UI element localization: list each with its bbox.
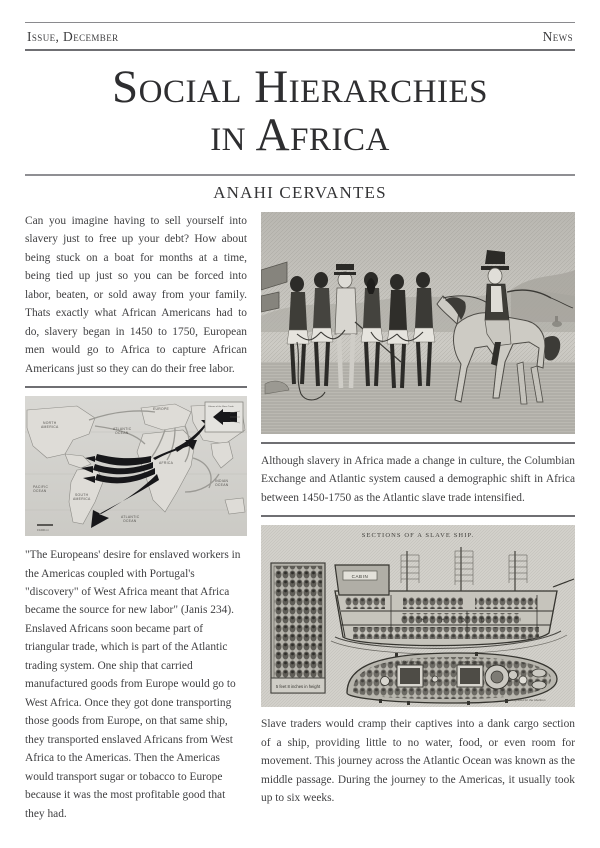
headline-line-1: Social Hierarchies — [112, 61, 488, 113]
svg-text:H: H — [421, 618, 425, 625]
map-label-north-america-2: AMERICA — [41, 425, 59, 430]
map-label-atlantic: ATLANTIC — [113, 427, 132, 432]
ship-cabin-label: CABIN — [351, 574, 369, 580]
map-label-indian: INDIAN — [215, 479, 229, 484]
paragraph-triangular-trade: "The Europeans' desire for enslaved workers in the Americas coupled with Portugal's "discovery" of West Africa meant that Africa became the source for new labor" (Janis 234). Enslaved Africans soon became part of triangular trade, which is part of the Atlantic trading system. One ship that carried manufactured goods from Europe would go to West Africa. Once they got done transporting those goods from Europe, on that same ship, they transported enslaved Africans from West Africa to the Americas. Then the Americas would transport sugar or tobacco to Europe because it was the most profitable good that they had. — [25, 549, 241, 820]
map-label-atlantic-2: OCEAN — [115, 431, 129, 436]
right-divider-2 — [261, 515, 575, 517]
byline-rule — [25, 174, 575, 176]
masthead-rule — [25, 49, 575, 51]
right-divider-1 — [261, 442, 575, 444]
page-title — [25, 63, 575, 160]
figure-slave-coffle — [261, 212, 575, 434]
map-label-south-atlantic: ATLANTIC — [121, 515, 140, 520]
map-label-europe: EUROPE — [153, 407, 170, 412]
map-label-south-atlantic-2: OCEAN — [123, 519, 137, 524]
svg-text:D: D — [461, 618, 465, 625]
map-label-indian-2: OCEAN — [215, 483, 229, 488]
caption-coffle: Although slavery in Africa made a change in culture, the Columbian Exchange and Atlantic system caused a demographic shift in Africa between 1450-1750 as the Atlantic slave trade intensified. — [261, 454, 575, 504]
map-label-pacific-2: OCEAN — [33, 489, 47, 494]
svg-text:Volume of the Slave Trade: Volume of the Slave Trade — [208, 406, 234, 409]
right-column — [261, 212, 575, 823]
map-legend-inset — [205, 402, 243, 432]
byline: ANAHI CERVANTES — [213, 182, 387, 202]
map-label-south-america: SOUTH — [75, 493, 89, 498]
article-body — [25, 212, 575, 823]
ship-half-deck-label: Half Deck — [401, 659, 419, 665]
masthead — [25, 23, 575, 49]
masthead-issue: Issue, December — [27, 29, 119, 44]
headline-line-2: in Africa — [210, 109, 390, 162]
ship-height-note: 5 feet 8 inches in height — [275, 684, 321, 690]
caption-slave-ship: Slave traders would cramp their captives into a dank cargo section of a ship, providing little to no water, food, or even room for movement. This journey across the Atlantic Ocean was known as the middle passage. During the journey to the Americas, it usually took up to six weeks. — [261, 718, 575, 805]
ship-cross-section-panel — [271, 563, 325, 693]
svg-text:D: D — [481, 618, 485, 625]
figure-slave-ship-sections — [261, 525, 575, 707]
map-label-pacific: PACIFIC — [33, 485, 49, 490]
ship-engraver-credit: Engraved for the Abolition — [511, 698, 546, 703]
svg-text:0 1000 mi: 0 1000 mi — [37, 529, 49, 533]
map-label-north-america: NORTH — [43, 421, 57, 426]
masthead-section: News — [542, 29, 573, 44]
svg-text:H: H — [441, 618, 445, 625]
figure-trade-map — [25, 396, 247, 536]
paragraph-intro: Can you imagine having to sell yourself into slavery just to free up your debt? How about being stuck on a boat for months at a time, being tied up just so you can be forced into labor, beaten, or sold away from your family. Thats exactly what African Americans had to do, slavery began in 1450 to 1750, European men would go to Africa to capture African Americans just so they can do their free labor. — [25, 214, 247, 375]
left-divider-1 — [25, 386, 247, 388]
left-column — [25, 212, 247, 823]
map-label-south-america-2: AMERICA — [73, 497, 91, 502]
ship-diagram-title: SECTIONS OF A SLAVE SHIP. — [361, 532, 475, 540]
ship-lower-deck-label: Lower Deck — [459, 659, 481, 665]
map-label-africa: AFRICA — [159, 461, 174, 466]
